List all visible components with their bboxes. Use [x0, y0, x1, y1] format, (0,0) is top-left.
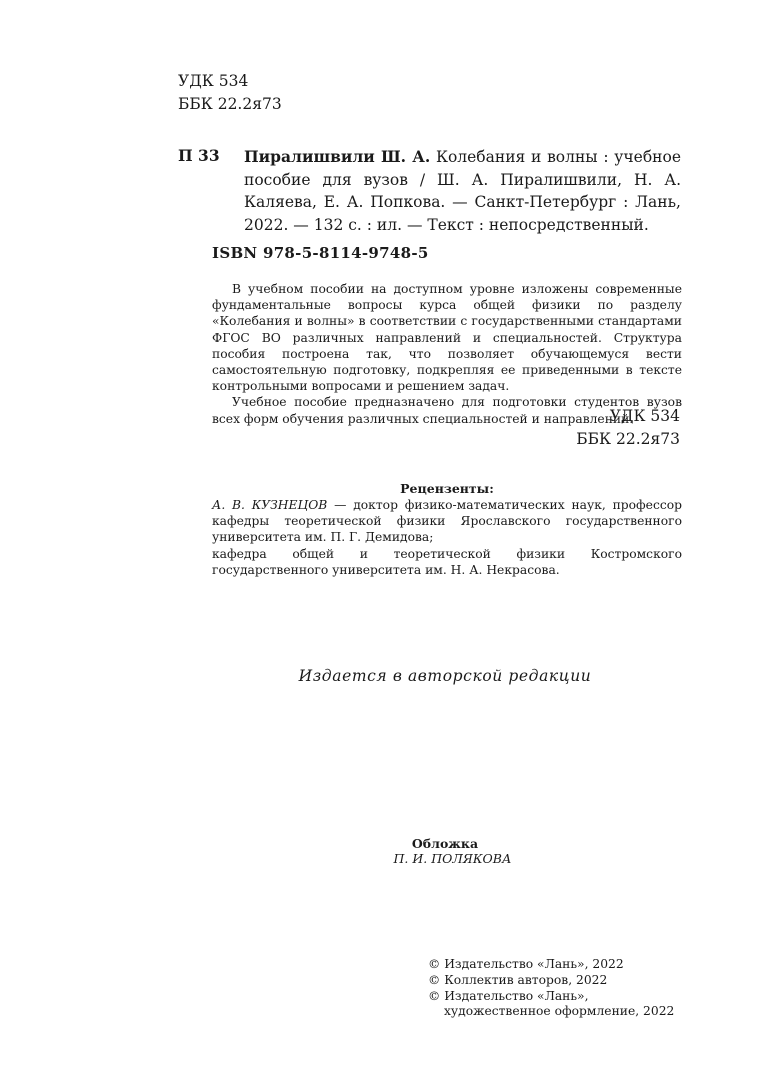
- reviewers-title: Рецензенты:: [400, 481, 494, 496]
- bibliographic-record: [244, 146, 681, 236]
- reviewer-entry: кафедра общей и теоретической физики Костромского государственного университета им. Н. А. Некрасова.: [212, 546, 682, 577]
- bbk-code: ББК 22.2я73: [576, 430, 680, 448]
- cover-credit-title: Обложка: [411, 836, 479, 851]
- abstract-paragraph: В учебном пособии на доступном уровне изложены современные фундаментальные вопросы курса общей физики по разделу «Колебания и волны» в соответствии с государственными стандартами ФГОС ВО различных направлений и специальностей. Структура пособия построена так, что позволяет обучающемуся вести самостоятельную подготовку, подкрепляя ее приведенными в тексте контрольными вопросами и решением задач.: [212, 282, 682, 394]
- author-name: Пиралишвили Ш. А.: [244, 147, 431, 166]
- edition-note: Издается в авторской редакции: [298, 667, 592, 685]
- udk-block-right: [576, 405, 680, 451]
- reviewer-description: — доктор физико-математических наук, профессор кафедры теоретической физики Ярославского государственного университета им. П. Г. Демидова;: [212, 498, 683, 545]
- bbk-code: ББК 22.2я73: [178, 95, 282, 113]
- copyright-line: © Издательство «Лань»,: [428, 988, 589, 1003]
- cover-credit-name: П. И. ПОЛЯКОВА: [393, 851, 512, 866]
- abstract-paragraph: Учебное пособие предназначено для подготовки студентов вузов всех форм обучения различных специальностей и направлений.: [212, 395, 682, 426]
- catalog-code: П 33: [178, 146, 220, 165]
- udk-code: УДК 534: [609, 407, 680, 425]
- copyright-block: [428, 957, 674, 1020]
- copyright-line: художественное оформление, 2022: [444, 1004, 675, 1019]
- reviewer-name: А. В. КУЗНЕЦОВ: [212, 498, 328, 512]
- copyright-line: © Издательство «Лань», 2022: [428, 957, 624, 971]
- reviewers-list: [212, 497, 682, 578]
- copyright-line: © Коллектив авторов, 2022: [428, 972, 608, 987]
- reviewer-entry: [212, 497, 682, 546]
- bibliographic-text: Колебания и волны : учебное пособие для вузов / Ш. А. Пиралишвили, Н. А. Каляева, Е. А. Попкова. — Санкт-Петербург : Лань, 2022. — 132 с. : ил. — Текст : непосредственный.: [244, 148, 681, 234]
- udk-block-top: [178, 70, 282, 116]
- udk-code: УДК 534: [178, 72, 249, 90]
- isbn: ISBN 978-5-8114-9748-5: [212, 244, 429, 262]
